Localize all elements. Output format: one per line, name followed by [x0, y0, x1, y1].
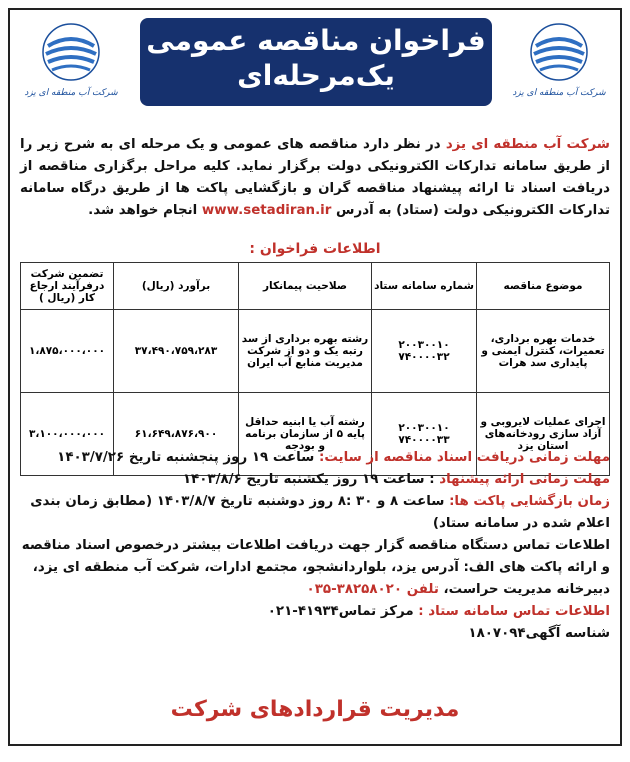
tender-notice — [8, 8, 622, 746]
table-header-row — [21, 263, 610, 310]
contact-info — [18, 535, 610, 601]
col-qualification: صلاحیت پیمانکار — [239, 263, 372, 310]
col-estimate: برآورد (ریال) — [114, 263, 239, 310]
cell-subject: اجرای عملیات لایروبی و آزاد سازی رودخانه‌های استان یزد — [477, 393, 610, 476]
cell-guarantee: ۱،۸۷۵،۰۰۰،۰۰۰ — [21, 310, 114, 393]
water-logo-icon — [28, 20, 114, 86]
title-banner — [140, 18, 492, 106]
tender-table — [20, 262, 610, 476]
setad-contact-label: اطلاعات تماس سامانه ستاد : — [418, 604, 610, 619]
logo-caption: شرکت آب منطقه ای یزد — [512, 88, 606, 98]
info-lines — [18, 447, 610, 645]
cell-setad-number: ۲۰۰۳۰۰۱۰ ۷۴۰۰۰۰۳۳ — [372, 393, 477, 476]
table-row — [21, 310, 610, 393]
col-subject: موضوع مناقصه — [477, 263, 610, 310]
cell-qualification: رشته بهره برداری از سد رتبه یک و دو از شرکت مدیریت منابع آب ایران — [239, 310, 372, 393]
opening-time-label: زمان بازگشایی پاکت ها: — [449, 494, 610, 509]
title-line-1: فراخوان مناقصه عمومی — [146, 24, 486, 57]
title-line-2: یک‌مرحله‌ای — [237, 59, 395, 92]
intro-tail: انجام خواهد شد. — [88, 203, 202, 218]
company-logo-right — [512, 20, 606, 108]
logo-caption: شرکت آب منطقه ای یزد — [24, 88, 118, 98]
intro-text: در نظر دارد مناقصه های عمومی و یک مرحله ای به شرح زیر را از طریق سامانه تدارکات الکترونیکی دولت برگزار نماید. کلیه مراحل برگزاری مناقصه از دریافت اسناد تا ارائه پیشنهاد مناقصه گران و بازگشایی پاکت ها از طریق درگاه سامانه تدارکات الکترونیکی دولت (ستاد) به آدرس — [20, 137, 610, 218]
ad-id: شناسه آگهی۱۸۰۷۰۹۴ — [468, 626, 610, 641]
setad-contact — [18, 601, 610, 623]
cell-guarantee: ۳،۱۰۰،۰۰۰،۰۰۰ — [21, 393, 114, 476]
offer-deadline-value: : ساعت ۱۹ روز یکشنبه تاریخ ۱۴۰۳/۸/۶ — [182, 472, 440, 487]
opening-time-value: ساعت ۸ و ۳۰ :۸ روز دوشنبه تاریخ ۱۴۰۳/۸/۷ (مطابق زمان بندی اعلام شده در سامانه ستاد) — [30, 494, 610, 531]
company-name: شرکت آب منطقه ای یزد — [445, 137, 610, 152]
opening-time — [18, 491, 610, 535]
cell-setad-number: ۲۰۰۳۰۰۱۰ ۷۴۰۰۰۰۳۲ — [372, 310, 477, 393]
setad-contact-value: مرکز تماس۴۱۹۳۴-۰۲۱ — [267, 604, 419, 619]
signature: مدیریت قراردادهای شرکت — [170, 697, 460, 722]
water-logo-icon — [516, 20, 602, 86]
cell-qualification: رشته آب یا ابنیه حداقل پایه ۵ از سازمان برنامه و بودجه — [239, 393, 372, 476]
setad-link[interactable]: www.setadiran.ir — [201, 203, 332, 218]
contact-text: اطلاعات تماس دستگاه مناقصه گزار جهت دریافت اطلاعات بیشتر درخصوص اسناد مناقصه و ارائه پاکت های الف: آدرس یزد، بلواردانشجو، مجتمع ادارات، شرکت آب منطقه ای یزد، دبیرخانه مدیریت حراست، — [21, 538, 610, 597]
cell-subject: خدمات بهره برداری، تعمیرات، کنترل ایمنی و پایداری سد هرات — [477, 310, 610, 393]
docs-deadline-label: مهلت زمانی دریافت اسناد مناقصه از سایت: — [319, 450, 610, 465]
docs-deadline — [18, 447, 610, 469]
offer-deadline-label: مهلت زمانی ارائه پیشنهاد — [439, 472, 610, 487]
company-logo-left — [24, 20, 118, 108]
section-title: اطلاعات فراخوان : — [249, 241, 381, 257]
col-setad-number: شماره سامانه ستاد — [372, 263, 477, 310]
intro-paragraph — [20, 134, 610, 222]
docs-deadline-value: ساعت ۱۹ روز پنجشنبه تاریخ ۱۴۰۳/۷/۲۶ — [57, 450, 320, 465]
cell-estimate: ۶۱،۶۴۹،۸۷۶،۹۰۰ — [114, 393, 239, 476]
contact-phone: تلفن ۳۸۲۵۸۰۲۰-۰۳۵ — [306, 582, 439, 597]
offer-deadline — [18, 469, 610, 491]
cell-estimate: ۳۷،۴۹۰،۷۵۹،۲۸۳ — [114, 310, 239, 393]
col-guarantee: تضمین شرکت درفرآیند ارجاع کار (ریال ) — [21, 263, 114, 310]
